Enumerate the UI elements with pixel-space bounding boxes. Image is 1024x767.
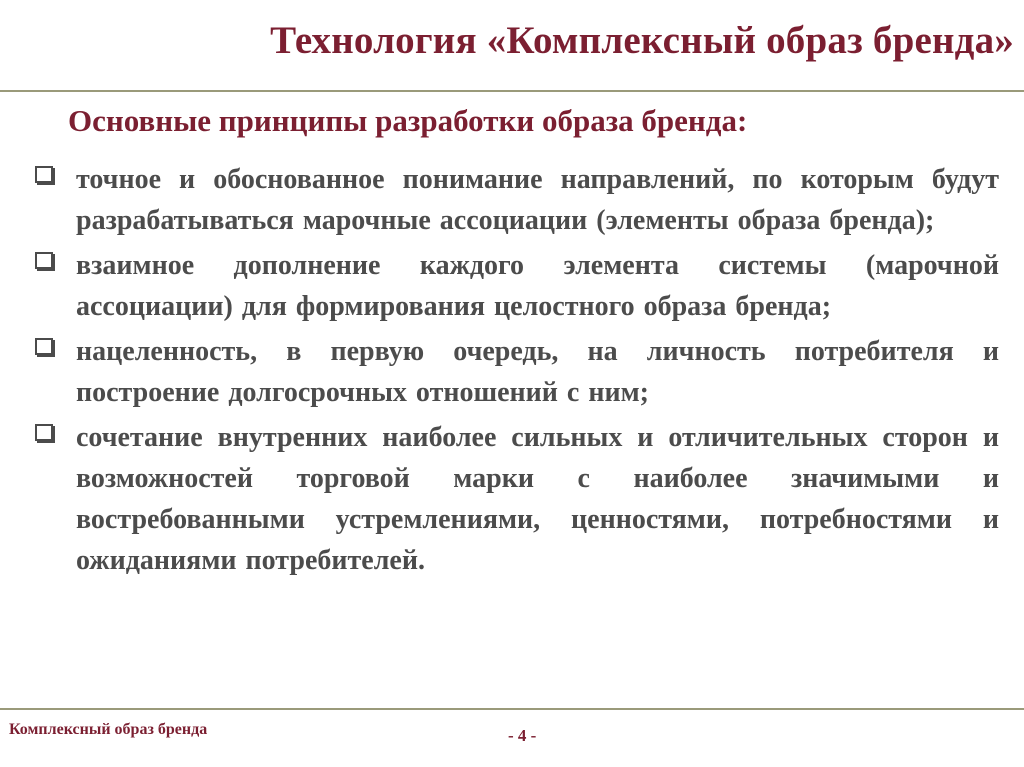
footer-title: Комплексный образ бренда [9, 721, 208, 738]
list-item-text: сочетание внутренних наиболее сильных и отличительных сторон и возможностей торговой марки с наиболее значимыми и востребованными устремлениями, ценностями, потребностями и ожиданиями потребителей. [76, 422, 999, 576]
page-number: - 4 - [508, 726, 537, 745]
slide-subtitle: Основные принципы разработки образа бренда: [68, 103, 748, 138]
checkbox-icon [35, 338, 53, 355]
list-item [34, 331, 999, 413]
slide-title: Технология «Комплексный образ бренда» [270, 19, 1014, 62]
checkbox-icon [35, 252, 53, 269]
bottom-divider [0, 708, 1024, 710]
list-item-text: точное и обоснованное понимание направлений, по которым будут разрабатываться марочные ассоциации (элементы образа бренда); [76, 164, 999, 236]
list-item [34, 245, 999, 327]
checkbox-icon [35, 166, 53, 183]
top-divider [0, 90, 1024, 92]
list-item-text: нацеленность, в первую очередь, на личность потребителя и построение долгосрочных отношений с ним; [76, 336, 999, 408]
checkbox-icon [35, 424, 53, 441]
list-item [34, 159, 999, 241]
list-item [34, 417, 999, 581]
list-item-text: взаимное дополнение каждого элемента системы (марочной ассоциации) для формирования целостного образа бренда; [76, 250, 999, 322]
principles-list [34, 159, 999, 585]
